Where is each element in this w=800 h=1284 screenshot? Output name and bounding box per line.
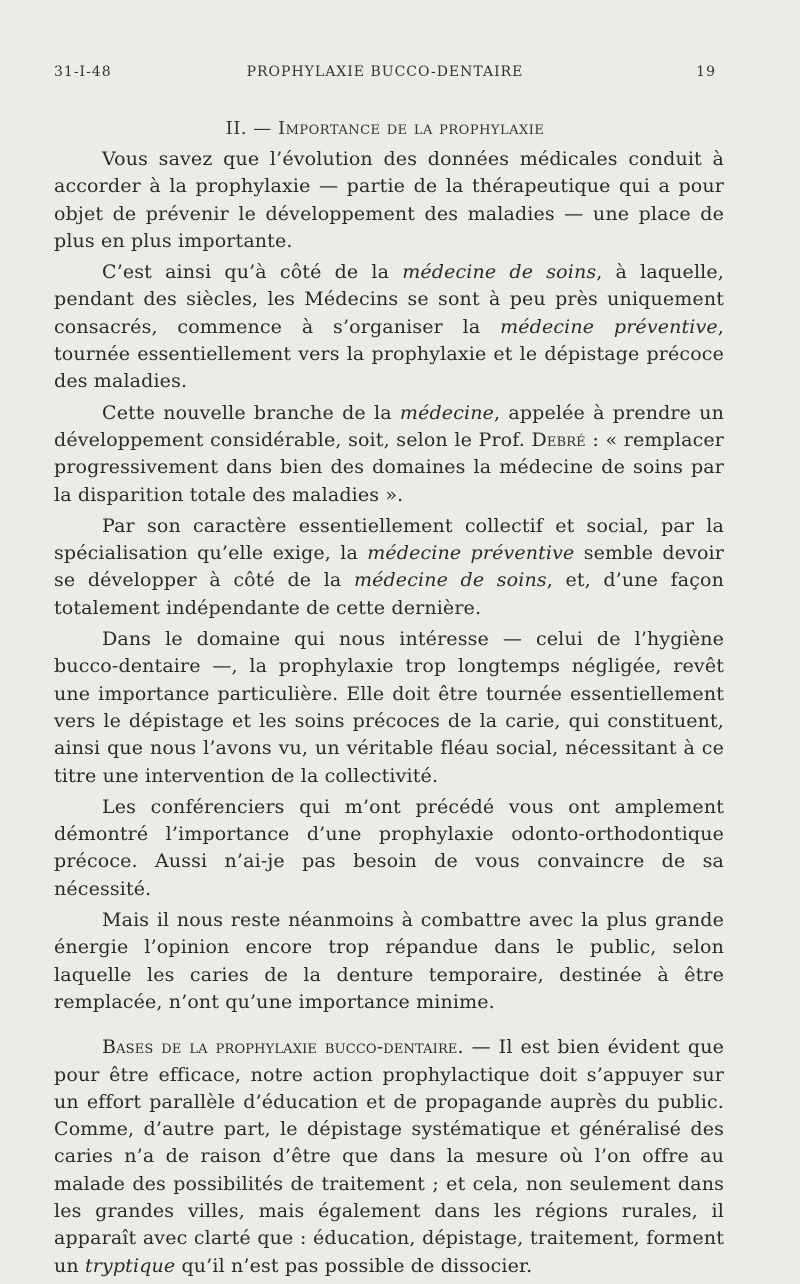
header-title: PROPHYLAXIE BUCCO-DENTAIRE [246, 64, 524, 80]
paragraph-6: Les conférenciers qui m’ont précédé vous ont amplement démontré l’importance d’une prophylaxie odonto-orthodontique précoce. Aussi n’ai-je pas besoin de vous convaincre de sa nécessité. [54, 795, 724, 900]
italic-term: médecine préventive [500, 315, 718, 338]
paragraph-7: Mais il nous reste néanmoins à combattre avec la plus grande énergie l’opinion encore trop répandue dans le public, selon laquelle les caries de la denture temporaire, destinée à être remplacée, n’ont qu’une importance minime. [54, 909, 724, 1013]
author-name: Debré [531, 428, 586, 451]
italic-term: tryptique [84, 1254, 176, 1277]
italic-term: médecine de soins [353, 569, 547, 592]
text-run: , à laquelle, pendant des siècles, les Médecins se sont à peu près uniquement consacrés, commence à s’organiser la [54, 261, 724, 338]
text-run: , et, d’une façon totalement indépendante de cette dernière. [54, 569, 724, 619]
italic-term: médecine [399, 401, 494, 424]
paragraph-4 [54, 513, 724, 622]
header-date: 31-I-48 [54, 64, 112, 80]
text-run: , tournée essentiellement vers la prophylaxie et le dépistage précoce des maladies. [54, 315, 724, 393]
text-run: Par son caractère essentiellement collectif et social, par la spécialisation qu’elle exige, la [54, 514, 724, 565]
text-run: qu’il n’est pas possible de dissocier. [175, 1254, 533, 1277]
text-run: : « remplacer progressivement dans bien des domaines la médecine de soins par la disparition totale des maladies ». [54, 428, 724, 506]
subsection-heading: Bases de la prophylaxie bucco-dentaire. [102, 1036, 464, 1059]
paragraph-3 [54, 400, 724, 509]
text-run: semble devoir se développer à côté de la [54, 542, 724, 592]
paragraph-5: Dans le domaine qui nous intéresse — celui de l’hygiène bucco-dentaire —, la prophylaxie trop longtemps négligée, revêt une importance particulière. Elle doit être tournée essentiellement vers le dépistage et les soins précoces de la carie, qui constituent, ainsi que nous l’avons vu, un véritable fléau social, nécessitant à ce titre une intervention de la collectivité. [54, 628, 724, 787]
page-number: 19 [696, 64, 716, 80]
body-text [54, 146, 724, 1284]
section-title: II. — Importance de la prophylaxie [225, 118, 545, 139]
italic-term: médecine préventive [367, 542, 575, 565]
italic-term: médecine de soins [402, 261, 597, 284]
text-run: C’est ainsi qu’à côté de la [102, 261, 403, 284]
text-run: , appelée à prendre un développement considérable, soit, selon le Prof. [54, 401, 725, 451]
paragraph-8 [54, 1034, 724, 1280]
text-run: Cette nouvelle branche de la [102, 401, 400, 424]
paragraph-2 [54, 259, 724, 395]
paragraph-1: Vous savez que l’évolution des données médicales conduit à accorder à la prophylaxie — partie de la thérapeutique qui a pour objet de prévenir le développement des maladies — une place de plus en plus importante. [54, 148, 724, 252]
text-run: — Il est bien évident que pour être efficace, notre action prophylactique doit s’appuyer sur un effort parallèle d’éducation et de propagande auprès du public. Comme, d’autre part, le dépistage systématique et généralisé des caries n’a de raison d’être que dans la mesure où l’on offre au malade des possibilités de traitement ; et cela, non seulement dans les grandes villes, mais également dans les régions rurales, il apparaît avec clarté que : éducation, dépistage, traitement, forment un [54, 1036, 724, 1277]
running-header [54, 64, 716, 86]
